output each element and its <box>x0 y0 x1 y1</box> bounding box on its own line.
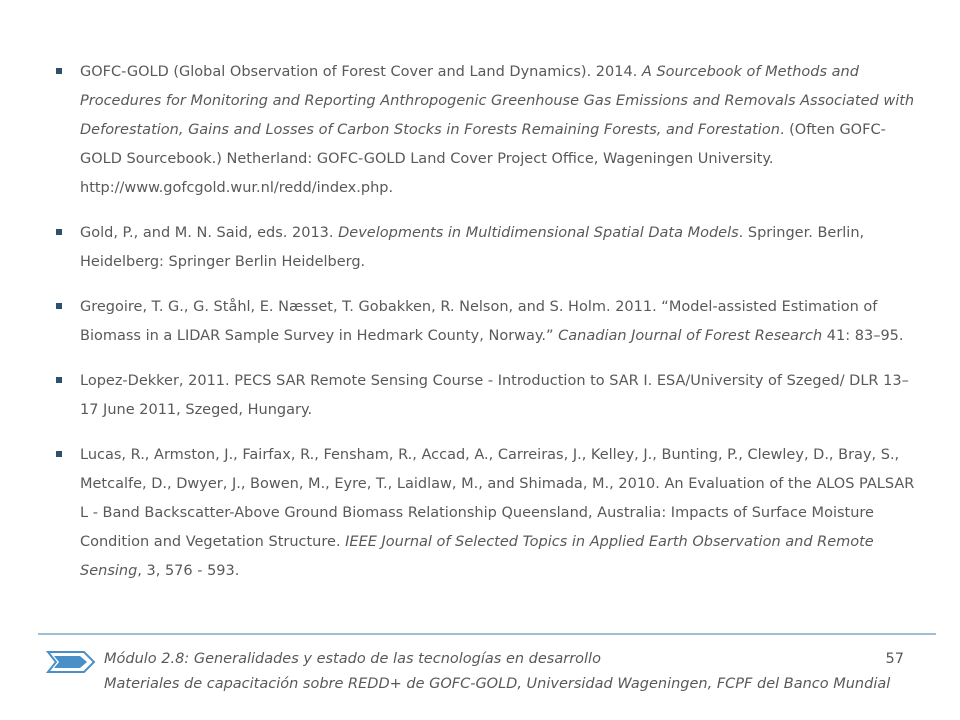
reference-text: GOFC-GOLD (Global Observation of Forest Cover and Land Dynamics). 2014. <box>80 64 642 80</box>
reference-italic-text: Canadian Journal of Forest Research <box>558 328 823 344</box>
page-number: 57 <box>885 651 904 667</box>
footer-divider <box>38 633 936 635</box>
reference-text: . Springer. Berlin, Heidelberg: Springer Berlin Heidelberg. <box>80 225 865 270</box>
reference-item <box>54 219 924 277</box>
reference-text: Gold, P., and M. N. Said, eds. 2013. <box>80 225 339 241</box>
chevron-arrow-icon <box>46 650 98 674</box>
reference-text: Lucas, R., Armston, J., Fairfax, R., Fensham, R., Accad, A., Carreiras, J., Kelley, J., Bunting, P., Clewley, D., Bray, S., Metcalfe, D., Dwyer, J., Bowen, M., Eyre, T., Laidlaw, M., and Shimada, M., 2010. An Evaluation of the ALOS PALSAR L - Band Backscatter-Above Ground Biomass Relationship Queensland, Australia: Impacts of Surface Moisture Condition and Vegetation Structure. <box>80 447 915 550</box>
reference-item <box>54 58 924 203</box>
square-bullet-icon <box>56 229 62 235</box>
square-bullet-icon <box>56 303 62 309</box>
reference-italic-text: Developments in Multidimensional Spatial Data Models <box>338 225 739 241</box>
reference-text: , 3, 576 - 593. <box>137 563 240 579</box>
reference-list <box>54 58 924 602</box>
reference-italic-text: A Sourcebook of Methods and Procedures for Monitoring and Reporting Anthropogenic Greenhouse Gas Emissions and Removals Associated with Deforestation, Gains and Losses of Carbon Stocks in Forests Remaining Forests, and Forestation <box>80 64 915 138</box>
reference-text: Gregoire, T. G., G. Ståhl, E. Næsset, T. Gobakken, R. Nelson, and S. Holm. 2011. “Model-assisted Estimation of Biomass in a LIDAR Sample Survey in Hedmark County, Norway.” <box>80 299 878 344</box>
reference-item <box>54 293 924 351</box>
square-bullet-icon <box>56 377 62 383</box>
reference-italic-text: IEEE Journal of Selected Topics in Applied Earth Observation and Remote Sensing <box>80 534 874 579</box>
reference-text: . (Often GOFC-GOLD Sourcebook.) Netherland: GOFC-GOLD Land Cover Project Office, Wageningen University. http://www.gofcgold.wur.nl/redd/index.php. <box>80 122 886 196</box>
reference-text: 41: 83–95. <box>822 328 904 344</box>
square-bullet-icon <box>56 68 62 74</box>
square-bullet-icon <box>56 451 62 457</box>
reference-text: Lopez-Dekker, 2011. PECS SAR Remote Sensing Course - Introduction to SAR I. ESA/University of Szeged/ DLR 13–17 June 2011, Szeged, Hungary. <box>80 373 909 418</box>
footer-subtitle: Materiales de capacitación sobre REDD+ de GOFC-GOLD, Universidad Wageningen, FCPF del Banco Mundial <box>104 676 891 692</box>
footer-module-title: Módulo 2.8: Generalidades y estado de las tecnologías en desarrollo <box>104 651 601 667</box>
reference-item <box>54 441 924 586</box>
reference-item <box>54 367 924 425</box>
